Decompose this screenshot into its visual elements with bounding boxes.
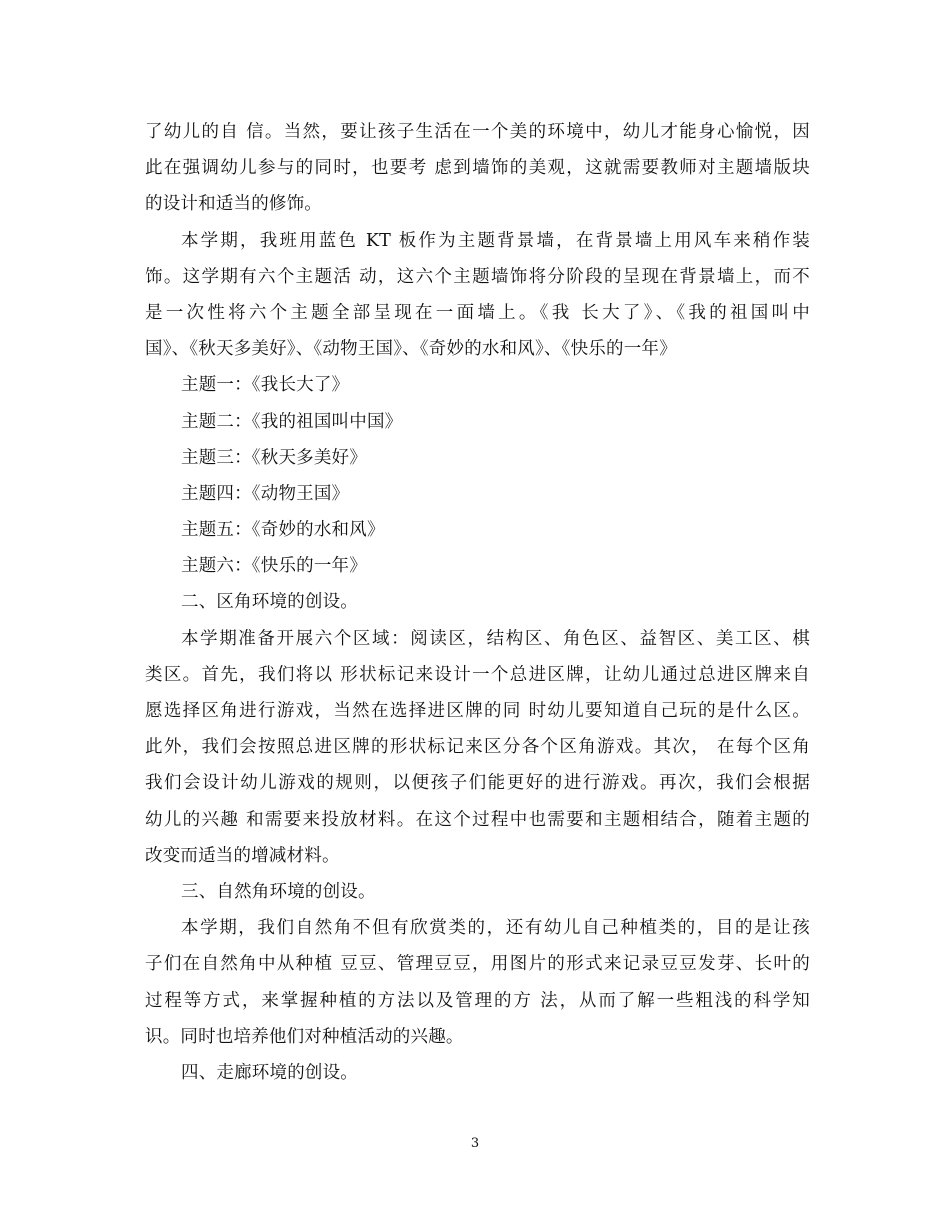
section-heading: 二、区角环境的创设。 (181, 592, 358, 613)
theme-item: 主题二：《我的祖国叫中国》 (181, 411, 403, 432)
theme-item: 主题一：《我长大了》 (181, 375, 350, 396)
text-line: 类区。首先，我们将以 形状标记来设计一个总进区牌，让幼儿通过总进区牌来自 (145, 664, 810, 685)
text-line: 改变而适当的增减材料。 (145, 845, 340, 866)
text-line: 此在强调幼儿参与的同时，也要考 虑到墙饰的美观，这就需要教师对主题墙版块 (145, 158, 810, 179)
theme-item: 主题六：《快乐的一年》 (181, 556, 367, 577)
text-line: 识。同时也培养他们对种植活动的兴趣。 (145, 1026, 464, 1047)
text-line: 我们会设计幼儿游戏的规则，以便孩子们能更好的进行游戏。再次，我们会根据 (145, 773, 810, 794)
text-line: 子们在自然角中从种植 豆豆、管理豆豆，用图片的形式来记录豆豆发芽、长叶的 (145, 954, 810, 975)
text-line: 饰。这学期有六个主题活 动，这六个主题墙饰将分阶段的呈现在背景墙上，而不 (145, 266, 810, 287)
text-line: 幼儿的兴趣 和需要来投放材料。在这个过程中也需要和主题相结合，随着主题的 (145, 809, 810, 830)
text-line: 过程等方式，来掌握种植的方法以及管理的方 法，从而了解一些粗浅的科学知 (145, 990, 810, 1011)
paragraph-start-line: 本学期，我们自然角不但有欣赏类的，还有幼儿自己种植类的，目的是让孩 (181, 918, 810, 939)
text-line: 愿选择区角进行游戏，当然在选择进区牌的同 时幼儿要知道自己玩的是什么区。 (145, 701, 810, 721)
text-line: 了幼儿的自 信。当然，要让孩子生活在一个美的环境中，幼儿才能身心愉悦，因 (145, 122, 810, 142)
text-line: 的设计和适当的修饰。 (145, 194, 322, 215)
text-line: 是一次性将六个主题全部呈现在一面墙上。《我 长大了》、《我的祖国叫中 (145, 302, 810, 323)
body-text (145, 114, 810, 1091)
theme-item: 主题五：《奇妙的水和风》 (181, 520, 385, 541)
text-line: 国》、《秋天多美好》、《动物王国》、《奇妙的水和风》、《快乐的一年》 (145, 339, 677, 360)
paragraph-start-line: 本学期，我班用蓝色 KT 板作为主题背景墙，在背景墙上用风车来稍作装 (181, 230, 810, 251)
theme-item: 主题四：《动物王国》 (181, 483, 350, 504)
text-line: 此外，我们会按照总进区牌的形状标记来区分各个区角游戏。其次， 在每个区角 (145, 737, 810, 758)
theme-item: 主题三：《秋天多美好》 (181, 447, 367, 468)
section-heading: 三、自然角环境的创设。 (181, 881, 376, 902)
paragraph-start-line: 本学期准备开展六个区域：阅读区，结构区、角色区、益智区、美工区、棋 (181, 628, 810, 649)
section-heading: 四、走廊环境的创设。 (181, 1062, 358, 1083)
page-number: 3 (470, 1136, 480, 1151)
